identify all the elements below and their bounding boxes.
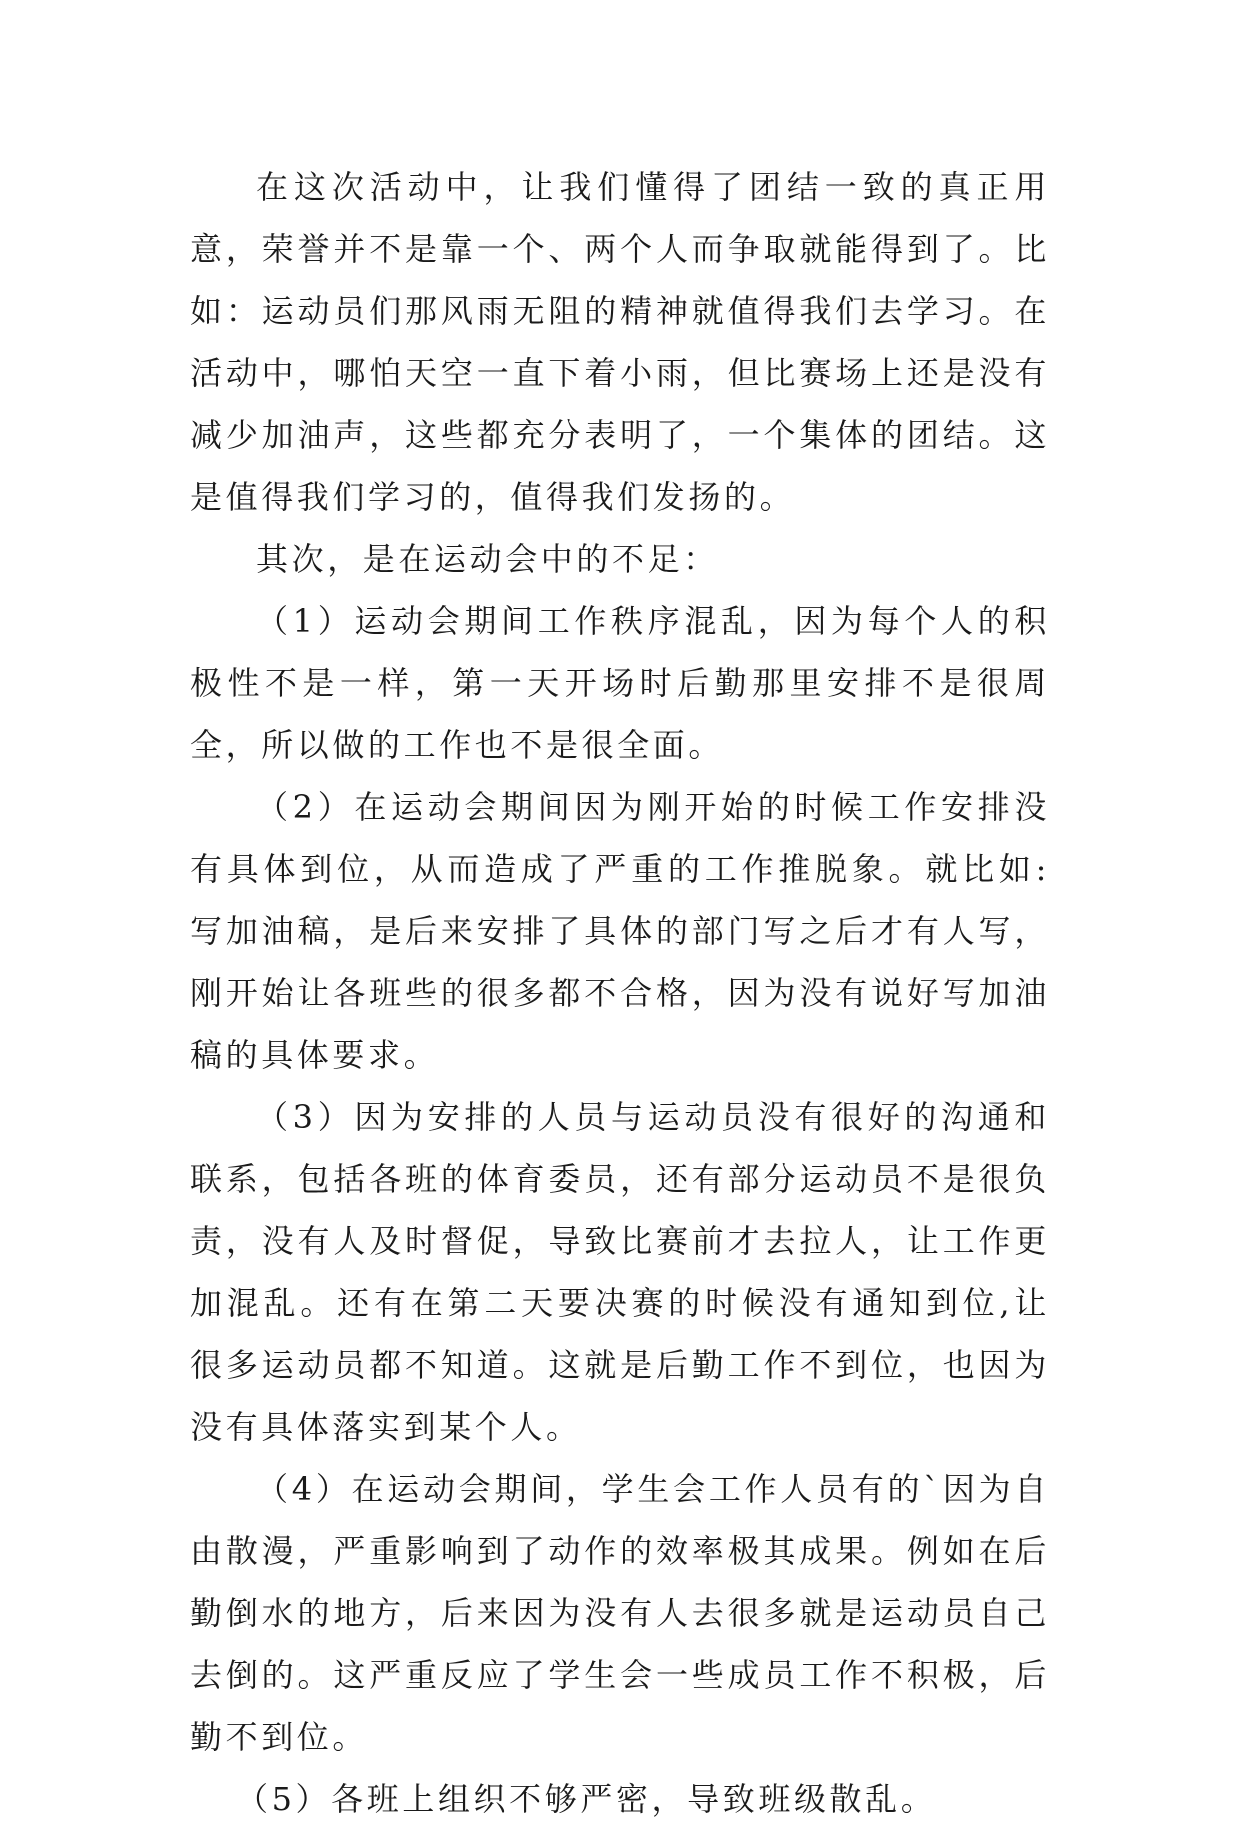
paragraph-unity: 在这次活动中，让我们懂得了团结一致的真正用意，荣誉并不是靠一个、两个人而争取就能得到了。比如：运动员们那风雨无阻的精神就值得我们去学习。在活动中，哪怕天空一直下着小雨，但比赛场上还是没有减少加油声，这些都充分表明了，一个集体的团结。这是值得我们学习的，值得我们发扬的。 bbox=[190, 168, 1050, 516]
list-item-2: （2）在运动会期间因为刚开始的时候工作安排没有具体到位，从而造成了严重的工作推脱象。就比如:写加油稿，是后来安排了具体的部门写之后才有人写，刚开始让各班些的很多都不合格，因为没有说好写加油稿的具体要求。 bbox=[190, 788, 1050, 1074]
paragraph-shortcomings-intro: 其次，是在运动会中的不足： bbox=[256, 540, 719, 578]
list-item-3: （3）因为安排的人员与运动员没有很好的沟通和联系，包括各班的体育委员，还有部分运动员不是很负责，没有人及时督促，导致比赛前才去拉人，让工作更加混乱。还有在第二天要决赛的时候没有通知到位,让很多运动员都不知道。这就是后勤工作不到位，也因为没有具体落实到某个人。 bbox=[190, 1098, 1050, 1446]
list-item-4: （4）在运动会期间，学生会工作人员有的`因为自由散漫，严重影响到了动作的效率极其成果。例如在后勤倒水的地方，后来因为没有人去很多就是运动员自己去倒的。这严重反应了学生会一些成员工作不积极，后勤不到位。 bbox=[190, 1470, 1050, 1756]
list-item-5: （5）各班上组织不够严密，导致班级散乱。 bbox=[236, 1780, 937, 1818]
list-item-1: （1）运动会期间工作秩序混乱，因为每个人的积极性不是一样，第一天开场时后勤那里安排不是很周全，所以做的工作也不是很全面。 bbox=[190, 602, 1050, 764]
document-body bbox=[190, 156, 1050, 1830]
